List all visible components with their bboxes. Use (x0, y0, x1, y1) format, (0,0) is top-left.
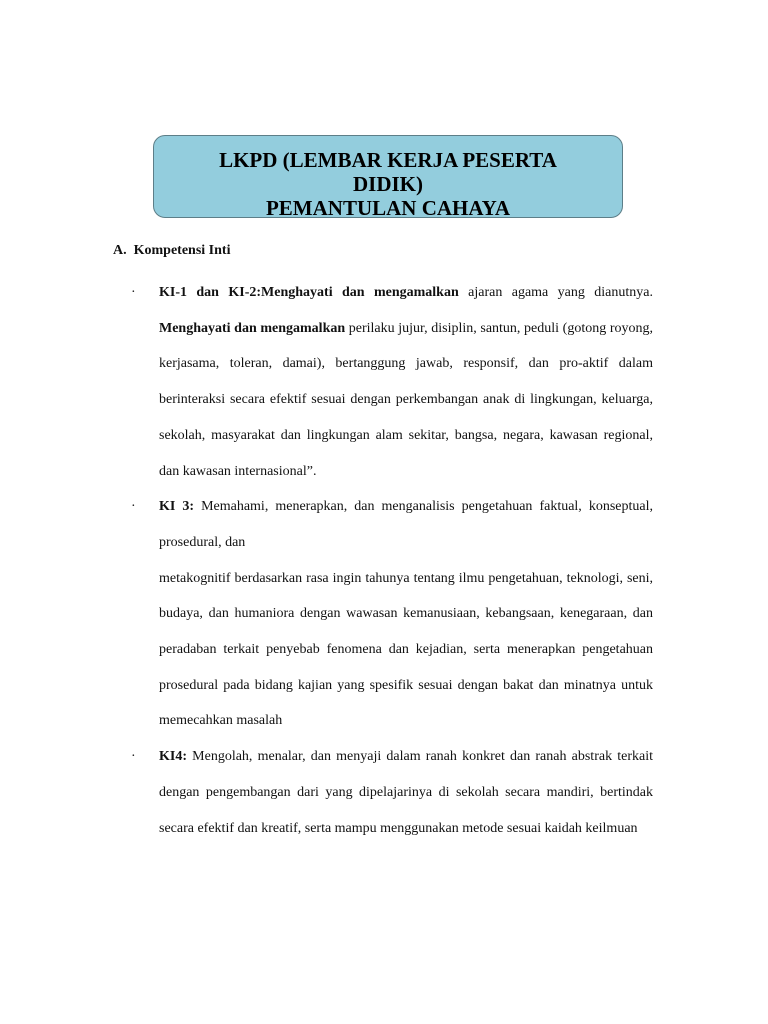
title-line-1: LKPD (LEMBAR KERJA PESERTA (219, 148, 557, 172)
bullet-icon: · (131, 499, 136, 515)
section-a-heading (113, 241, 230, 261)
bullet-icon: · (131, 749, 136, 765)
ki-1-2-paragraph (159, 275, 653, 489)
title-box (153, 135, 623, 218)
section-a-title: Kompetensi Inti (133, 243, 231, 258)
ki-item-3 (131, 489, 653, 739)
ki-3-paragraph-1 (159, 489, 653, 560)
ki-1-2-text-1: ajaran agama yang dianutnya. (458, 285, 653, 300)
ki-3-lead: KI 3: (159, 499, 195, 515)
ki-3-text-1: Memahami, menerapkan, dan menganalisis pengetahuan faktual, konseptual, prosedural, dan (159, 499, 653, 550)
ki-1-2-bold-2: Menghayati dan mengamalkan (159, 320, 346, 336)
ki-3-paragraph-2: metakognitif berdasarkan rasa ingin tahunya tentang ilmu pengetahuan, teknologi, seni, budaya, dan humaniora dengan wawasan kemanusiaan, kebangsaan, kenegaraan, dan peradaban terkait penyebab fenomena dan kejadian, serta menerapkan pengetahuan prosedural pada bidang kajian yang spesifik sesuai dengan bakat dan minatnya untuk memecahkan masalah (159, 570, 653, 729)
ki-4-text: Mengolah, menalar, dan menyaji dalam ranah konkret dan ranah abstrak terkait dengan pengembangan dari yang dipelajarinya di sekolah secara mandiri, bertindak secara efektif dan kreatif, serta mampu menggunakan metode sesuai kaidah keilmuan (159, 749, 653, 836)
ki-4-lead: KI4: (159, 749, 187, 765)
ki-list (131, 275, 653, 846)
section-a-label: A. (113, 243, 127, 258)
ki-1-2-bold-1: Menghayati dan mengamalkan (261, 285, 459, 300)
title-line-2: DIDIK) (352, 172, 423, 196)
ki-item-4 (131, 739, 653, 846)
ki-4-paragraph (159, 739, 653, 846)
ki-1-2-lead: KI-1 dan KI-2: (159, 285, 262, 300)
ki-1-2-text-2: perilaku jujur, disiplin, santun, peduli (gotong royong, kerjasama, toleran, damai), bertanggung jawab, responsif, dan pro-aktif dalam berinteraksi secara efektif sesuai dengan perkembangan anak di lingkungan, keluarga, sekolah, masyarakat dan lingkungan alam sekitar, bangsa, negara, kawasan regional, dan kawasan internasional”. (159, 320, 653, 479)
bullet-icon: · (131, 285, 136, 300)
ki-item-1-2 (131, 275, 653, 489)
title-line-3: PEMANTULAN CAHAYA (265, 196, 511, 218)
